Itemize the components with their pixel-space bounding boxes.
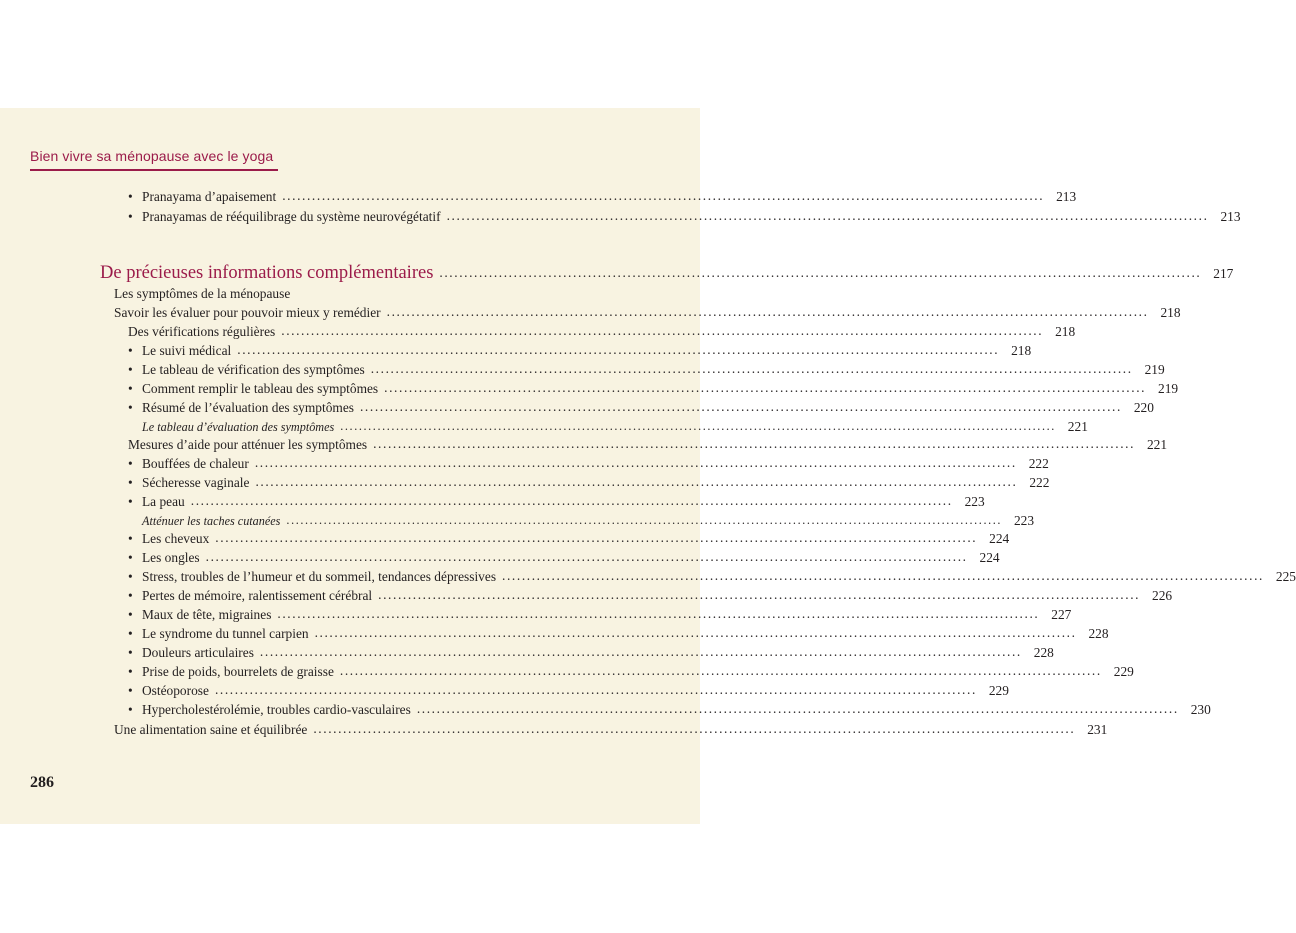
toc-entry [128, 342, 1032, 360]
toc-entry [128, 399, 1154, 417]
toc-entry-page: 218 [1160, 305, 1181, 320]
dot-leader: .......................................................................................................................................................... [214, 682, 977, 697]
toc-entry-page: 213 [1056, 189, 1077, 204]
bullet-marker: • [128, 702, 133, 717]
toc-entry-label: Sécheresse vaginale [142, 475, 250, 490]
toc-entry-label: Des vérifications régulières [128, 324, 276, 339]
toc-entry-label: Le tableau de vérification des symptômes [142, 362, 365, 377]
toc-entry-page: 227 [1051, 607, 1072, 622]
bullet-marker: • [128, 209, 133, 224]
toc-entry-label: Pranayama d’apaisement [142, 189, 277, 204]
dot-leader: .......................................................................................................................................................... [386, 304, 1149, 319]
toc-entry-page: 230 [1190, 702, 1211, 717]
toc-entry-page: 224 [989, 531, 1010, 546]
bullet-marker: • [128, 400, 133, 415]
toc-entry-page: 219 [1144, 362, 1165, 377]
dot-leader: .......................................................................................................................................................... [205, 549, 968, 564]
dot-leader: .......................................................................................................................................................... [190, 493, 953, 508]
toc-entry [128, 188, 1077, 206]
dot-leader: .......................................................................................................................................................... [237, 342, 1000, 357]
toc-entry-page: 228 [1088, 626, 1109, 641]
toc-entry-label: Savoir les évaluer pour pouvoir mieux y remédier [114, 305, 381, 320]
toc-entry [128, 323, 1076, 341]
toc-entry-page: 228 [1033, 645, 1054, 660]
toc-entry [114, 304, 1181, 322]
toc-entry-label: Une alimentation saine et équilibrée [114, 722, 308, 737]
toc-entry [128, 493, 985, 511]
dot-leader: .......................................................................................................................................................... [416, 701, 1179, 716]
toc-entry [128, 568, 1296, 586]
dot-leader: .......................................................................................................................................................... [339, 663, 1102, 678]
bullet-marker: • [128, 494, 133, 509]
toc-entry [114, 721, 1108, 739]
toc-entry-label: Hypercholestérolémie, troubles cardio-vasculaires [142, 702, 411, 717]
toc-entry [128, 436, 1168, 454]
bullet-marker: • [128, 569, 133, 584]
toc-entry-page: 219 [1158, 381, 1179, 396]
toc-entry [128, 587, 1173, 605]
bullet-marker: • [128, 381, 133, 396]
toc-entry-page: 217 [1213, 266, 1234, 281]
toc-entry-label: Pertes de mémoire, ralentissement cérébral [142, 588, 373, 603]
toc-entry-page: 218 [1055, 324, 1076, 339]
toc-entry-label: Ostéoporose [142, 683, 209, 698]
toc-entry-page: 225 [1275, 569, 1296, 584]
toc-entry-page: 223 [964, 494, 985, 509]
toc-entry-page: 229 [988, 683, 1009, 698]
bullet-marker: • [128, 531, 133, 546]
bullet-marker: • [128, 189, 133, 204]
toc-entry [128, 361, 1165, 379]
toc-entry-label: Le suivi médical [142, 343, 232, 358]
toc-entry [128, 208, 1241, 226]
toc-entry-page: 223 [1013, 513, 1035, 528]
toc-entry-page: 221 [1067, 419, 1088, 434]
dot-leader: .......................................................................................................................................................... [254, 455, 1017, 470]
dot-leader: .......................................................................................................................................................... [313, 721, 1076, 736]
toc-entry [128, 380, 1179, 398]
toc-entry-page: 229 [1113, 664, 1134, 679]
toc-entry-page: 221 [1146, 437, 1168, 452]
dot-leader: .......................................................................................................................................................... [215, 530, 978, 545]
toc-entry-label: Résumé de l’évaluation des symptômes [142, 400, 354, 415]
toc-section-label: De précieuses informations complémentaires [100, 263, 434, 283]
toc-entry-page: 222 [1028, 456, 1049, 471]
bullet-marker: • [128, 550, 133, 565]
bullet-marker: • [128, 343, 133, 358]
toc-entry-page: 220 [1133, 400, 1154, 415]
toc-entry-label: La peau [142, 494, 185, 509]
dot-leader: .......................................................................................................................................................... [370, 361, 1133, 376]
dot-leader: .......................................................................................................................................................... [259, 644, 1022, 659]
bullet-marker: • [128, 645, 133, 660]
bullet-marker: • [128, 588, 133, 603]
bullet-marker: • [128, 683, 133, 698]
toc-entry-label: Mesures d’aide pour atténuer les symptômes [128, 437, 368, 452]
dot-leader: .......................................................................................................................................................... [314, 625, 1077, 640]
dot-leader: .......................................................................................................................................................... [281, 323, 1044, 338]
toc-entry-label: Maux de tête, migraines [142, 607, 272, 622]
dot-leader: .......................................................................................................................................................... [255, 474, 1018, 489]
toc-entry [114, 285, 624, 303]
running-head: Bien vivre sa ménopause avec le yoga [30, 148, 274, 164]
toc-entry-page: 226 [1152, 588, 1173, 603]
dot-leader: .......................................................................................................................................................... [373, 436, 1136, 451]
dot-leader: .......................................................................................................................................................... [359, 399, 1122, 414]
dot-leader: .......................................................................................................................................................... [384, 380, 1147, 395]
bullet-marker: • [128, 475, 133, 490]
toc-entry-label: Comment remplir le tableau des symptômes [142, 381, 379, 396]
toc-entry-page: 224 [979, 550, 1000, 565]
toc-entry [128, 663, 1134, 681]
toc-entry-label: Stress, troubles de l’humeur et du sommeil, tendances dépressives [142, 569, 497, 584]
toc-entry-label: Les symptômes de la ménopause [114, 286, 291, 301]
toc-entry [128, 474, 1050, 492]
toc-entry [128, 606, 1072, 624]
dot-leader: .......................................................................................................................................................... [502, 568, 1264, 583]
dot-leader: .......................................................................................................................................................... [277, 606, 1040, 621]
toc-entry [142, 512, 1035, 530]
dot-leader: .......................................................................................................................................................... [282, 188, 1045, 203]
bullet-marker: • [128, 607, 133, 622]
dot-leader: .......................................................................................................................................................... [439, 265, 1202, 280]
toc-entry-label: Le tableau d’évaluation des symptômes [142, 420, 335, 434]
toc-section-heading [100, 261, 1234, 286]
toc-entry-label: Les cheveux [142, 531, 210, 546]
bullet-marker: • [128, 626, 133, 641]
page-number: 286 [30, 774, 54, 791]
toc-entry [128, 701, 1211, 719]
bullet-marker: • [128, 664, 133, 679]
toc-entry-label: Bouffées de chaleur [142, 456, 249, 471]
dot-leader: .......................................................................................................................................................... [378, 587, 1141, 602]
toc-entry-label: Prise de poids, bourrelets de graisse [142, 664, 334, 679]
toc-entry [128, 682, 1009, 700]
toc-entry-page: 213 [1220, 209, 1241, 224]
toc-entry [128, 455, 1049, 473]
table-of-contents [0, 108, 1296, 824]
toc-entry [128, 549, 1000, 567]
dot-leader: .......................................................................................................................................................... [446, 208, 1209, 223]
toc-entry-label: Pranayamas de rééquilibrage du système neurovégétatif [142, 209, 441, 224]
toc-entry [128, 644, 1054, 662]
dot-leader: .......................................................................................................................................................... [340, 419, 1056, 433]
toc-entry [128, 530, 1010, 548]
book-page [0, 108, 1296, 824]
dot-leader: .......................................................................................................................................................... [286, 513, 1003, 527]
bullet-marker: • [128, 362, 133, 377]
toc-entry-label: Les ongles [142, 550, 200, 565]
bullet-marker: • [128, 456, 133, 471]
toc-entry-page: 218 [1011, 343, 1032, 358]
toc-entry-label: Atténuer les taches cutanées [142, 514, 281, 528]
toc-entry-page: 231 [1087, 722, 1108, 737]
toc-entry-label: Douleurs articulaires [142, 645, 254, 660]
toc-entry [128, 625, 1109, 643]
toc-entry-page: 222 [1029, 475, 1050, 490]
toc-entry [142, 418, 1088, 436]
toc-entry-label: Le syndrome du tunnel carpien [142, 626, 309, 641]
